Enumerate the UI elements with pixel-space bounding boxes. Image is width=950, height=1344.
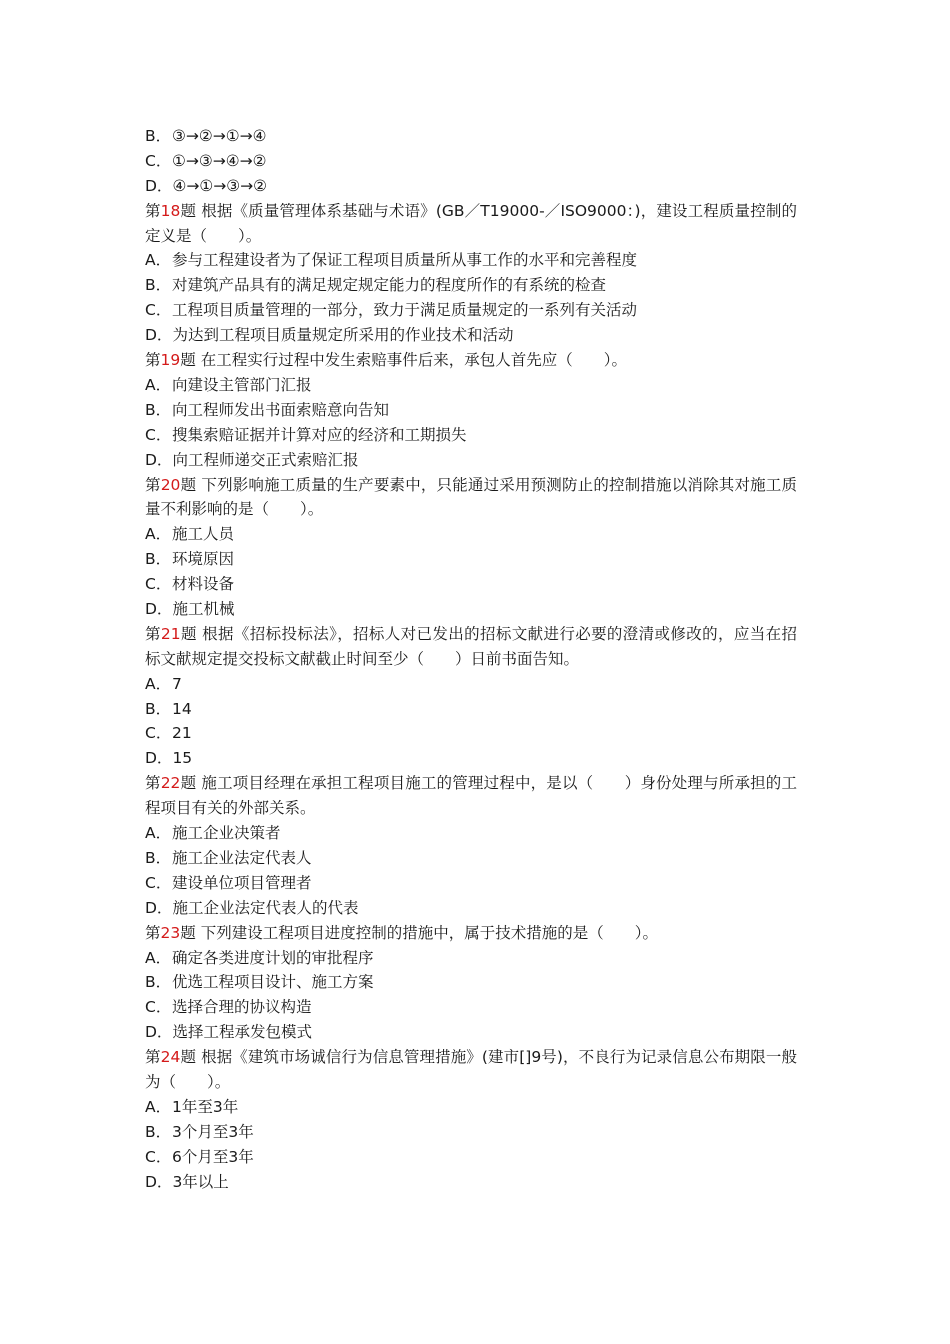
option-text: 1年至3年 xyxy=(172,1097,239,1116)
option-text: 施工企业法定代表人的代表 xyxy=(172,898,359,917)
question-prefix: 第 xyxy=(145,774,161,793)
option-text: 工程项目质量管理的一部分，致力于满足质量规定的一系列有关活动 xyxy=(172,301,638,320)
option-d xyxy=(145,448,797,473)
option-text: 向工程师发出书面索赔意向告知 xyxy=(172,400,390,419)
option-b xyxy=(145,273,797,298)
option-text: 15 xyxy=(172,749,193,768)
option-b xyxy=(145,398,797,423)
option-a xyxy=(145,946,797,971)
option-letter: D． xyxy=(145,176,173,195)
option-d xyxy=(145,1170,797,1195)
option-d xyxy=(145,323,797,348)
question-20 xyxy=(145,473,797,523)
option-text: 3年以上 xyxy=(172,1172,229,1191)
question-suffix: 题 xyxy=(180,201,197,220)
question-suffix: 题 xyxy=(180,923,196,942)
question-prefix: 第 xyxy=(145,624,161,643)
option-letter: C． xyxy=(145,724,172,743)
question-text: 下列影响施工质量的生产要素中，只能通过采用预测防止的控制措施以消除其对施工质量不利影响的是（ ）。 xyxy=(145,475,797,519)
option-letter: B． xyxy=(145,550,172,569)
option-c xyxy=(145,1145,797,1170)
question-number: 20 xyxy=(160,475,181,494)
option-a xyxy=(145,672,797,697)
option-letter: C． xyxy=(145,873,172,892)
option-text: 6个月至3年 xyxy=(172,1147,254,1166)
option-a xyxy=(145,248,797,273)
question-suffix: 题 xyxy=(180,1048,197,1067)
option-text: ③→②→①→④ xyxy=(172,127,267,145)
question-21 xyxy=(145,622,797,672)
option-letter: D． xyxy=(145,450,173,469)
option-letter: C． xyxy=(145,998,172,1017)
option-text: 施工企业决策者 xyxy=(172,824,281,843)
option-letter: A． xyxy=(145,948,172,967)
question-text: 施工项目经理在承担工程项目施工的管理过程中，是以（ ）身份处理与所承担的工程项目有关的外部关系。 xyxy=(145,774,797,818)
option-a xyxy=(145,522,797,547)
question-text: 下列建设工程项目进度控制的措施中，属于技术措施的是（ ）。 xyxy=(195,923,658,942)
option-letter: A． xyxy=(145,375,172,394)
option-text: 环境原因 xyxy=(172,550,235,569)
question-suffix: 题 xyxy=(180,624,197,643)
question-number: 22 xyxy=(160,774,181,793)
question-prefix: 第 xyxy=(145,923,161,942)
question-24 xyxy=(145,1045,797,1095)
option-text: 对建筑产品具有的满足规定规定能力的程度所作的有系统的检查 xyxy=(172,276,607,295)
option-text: 施工机械 xyxy=(172,600,235,618)
option-letter: C． xyxy=(145,1147,172,1166)
option-d xyxy=(145,896,797,921)
option-letter: A． xyxy=(145,1097,172,1116)
option-letter: C． xyxy=(145,575,172,594)
option-c xyxy=(145,871,797,896)
option-text: 21 xyxy=(172,724,192,743)
question-19 xyxy=(145,348,797,373)
option-b xyxy=(145,846,797,871)
question-text: 在工程实行过程中发生索赔事件后来，承包人首先应（ ）。 xyxy=(195,351,627,370)
prev-option-b xyxy=(145,124,797,149)
question-suffix: 题 xyxy=(180,774,197,793)
option-c xyxy=(145,423,797,448)
option-a xyxy=(145,1095,797,1120)
option-letter: A． xyxy=(145,674,172,693)
option-letter: B． xyxy=(145,1122,172,1141)
option-text: 选择合理的协议构造 xyxy=(172,998,312,1017)
option-b xyxy=(145,1120,797,1145)
question-text: 根据《建筑市场诚信行为信息管理措施》(建市[]9号)，不良行为记录信息公布期限一般为（ ）。 xyxy=(145,1048,797,1092)
option-letter: D． xyxy=(145,326,173,345)
question-prefix: 第 xyxy=(145,351,161,370)
option-letter: B． xyxy=(145,973,172,992)
question-number: 23 xyxy=(160,923,181,942)
option-c xyxy=(145,995,797,1020)
option-d xyxy=(145,597,797,622)
option-b xyxy=(145,697,797,722)
option-letter: B． xyxy=(145,848,172,867)
question-text: 根据《招标投标法》，招标人对已发出的招标文献进行必要的澄清或修改的，应当在招标文献规定提交投标文献截止时间至少（ ）日前书面告知。 xyxy=(145,624,797,668)
option-text: 向工程师递交正式索赔汇报 xyxy=(172,450,359,469)
option-text: 向建设主管部门汇报 xyxy=(172,375,312,394)
option-c xyxy=(145,572,797,597)
question-number: 19 xyxy=(160,351,181,370)
option-a xyxy=(145,373,797,398)
question-number: 21 xyxy=(160,624,181,643)
question-suffix: 题 xyxy=(180,351,196,370)
option-text: ④→①→③→② xyxy=(172,176,267,195)
question-18 xyxy=(145,199,797,249)
prev-option-d xyxy=(145,174,797,199)
option-text: 14 xyxy=(172,699,192,718)
option-letter: D． xyxy=(145,898,173,917)
question-prefix: 第 xyxy=(145,475,161,494)
option-text: 优选工程项目设计、施工方案 xyxy=(172,973,374,992)
option-text: 参与工程建设者为了保证工程项目质量所从事工作的水平和完善程度 xyxy=(172,251,638,270)
option-letter: C． xyxy=(145,151,172,170)
option-letter: D． xyxy=(145,1172,173,1191)
option-letter: B． xyxy=(145,400,172,419)
option-letter: D． xyxy=(145,600,173,618)
prev-option-c xyxy=(145,149,797,174)
option-text: 施工企业法定代表人 xyxy=(172,848,312,867)
option-letter: C． xyxy=(145,425,172,444)
option-text: 选择工程承发包模式 xyxy=(172,1023,312,1042)
option-b xyxy=(145,970,797,995)
option-letter: B． xyxy=(145,699,172,718)
question-number: 24 xyxy=(160,1048,181,1067)
option-letter: A． xyxy=(145,251,172,270)
document-page xyxy=(145,124,797,1194)
question-prefix: 第 xyxy=(145,201,161,220)
option-letter: A． xyxy=(145,824,172,843)
option-d xyxy=(145,1020,797,1045)
option-letter: B． xyxy=(145,276,172,295)
option-text: 为达到工程项目质量规定所采用的作业技术和活动 xyxy=(172,326,514,345)
option-c xyxy=(145,721,797,746)
option-letter: B． xyxy=(145,127,172,145)
option-text: ①→③→④→② xyxy=(172,151,267,170)
option-b xyxy=(145,547,797,572)
option-text: 施工人员 xyxy=(172,525,235,544)
option-letter: D． xyxy=(145,1023,173,1042)
option-letter: C． xyxy=(145,301,172,320)
option-letter: A． xyxy=(145,525,172,544)
question-23 xyxy=(145,921,797,946)
option-d xyxy=(145,746,797,771)
question-22 xyxy=(145,771,797,821)
question-suffix: 题 xyxy=(180,475,197,494)
option-text: 材料设备 xyxy=(172,575,235,594)
option-text: 7 xyxy=(172,674,182,693)
option-c xyxy=(145,298,797,323)
option-letter: D． xyxy=(145,749,173,768)
question-prefix: 第 xyxy=(145,1048,161,1067)
option-text: 搜集索赔证据并计算对应的经济和工期损失 xyxy=(172,425,467,444)
option-text: 3个月至3年 xyxy=(172,1122,254,1141)
question-number: 18 xyxy=(160,201,181,220)
option-text: 建设单位项目管理者 xyxy=(172,873,312,892)
option-text: 确定各类进度计划的审批程序 xyxy=(172,948,374,967)
question-text: 根据《质量管理体系基础与术语》(GB／T19000-／ISO9000：)，建设工程质量控制的定义是（ ）。 xyxy=(145,201,797,245)
option-a xyxy=(145,821,797,846)
